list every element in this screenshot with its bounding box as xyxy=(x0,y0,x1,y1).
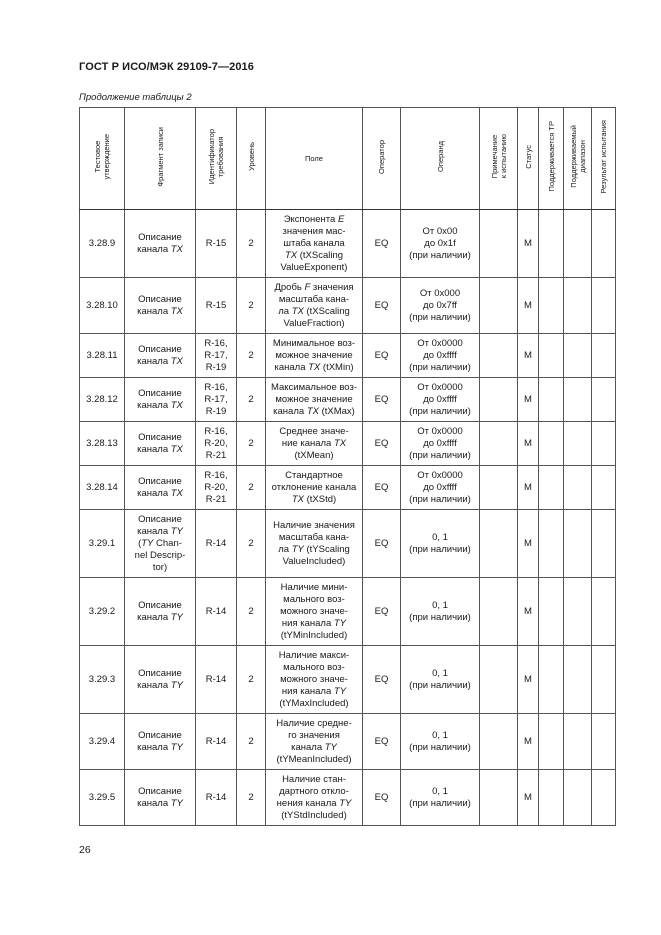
cell-text: M xyxy=(524,237,532,249)
cell-text: Наличие средне- го значения канала TY (tYMeanIncluded) xyxy=(276,717,352,765)
cell-operator xyxy=(363,210,401,278)
page-number: 26 xyxy=(79,844,91,856)
cell-field xyxy=(266,422,363,466)
cell-supported-tp xyxy=(539,422,564,466)
cell-text: M xyxy=(524,537,532,549)
column-header-label: Примечание к испытанию xyxy=(489,134,508,179)
cell-text: 2 xyxy=(248,437,254,449)
cell-status xyxy=(518,770,539,826)
cell-text: R-15 xyxy=(205,237,227,249)
cell-req-id xyxy=(196,646,237,714)
cell-status xyxy=(518,510,539,578)
cell-operator xyxy=(363,770,401,826)
cell-text: Описание канала TX xyxy=(137,387,183,411)
cell-text: 2 xyxy=(248,299,254,311)
cell-text: 0, 1 (при наличии) xyxy=(409,599,471,623)
column-header-req-id xyxy=(196,108,237,210)
cell-result xyxy=(592,578,616,646)
column-header-supported-tp xyxy=(539,108,564,210)
column-header-label: Поддерживаемый диапазон xyxy=(568,125,587,188)
cell-text: 3.28.11 xyxy=(86,349,118,361)
cell-result xyxy=(592,770,616,826)
cell-level xyxy=(237,770,266,826)
column-header-label: Оператор xyxy=(377,139,386,174)
cell-supported-tp xyxy=(539,714,564,770)
cell-text: Описание канала TY (TY Chan- nel Descrip- tor) xyxy=(134,513,186,573)
cell-text: R-14 xyxy=(205,673,227,685)
cell-text: M xyxy=(524,735,532,747)
cell-text: Максимальное воз- можное значение канала TX (tXMax) xyxy=(270,381,358,417)
cell-text: R-16, R-17, R-19 xyxy=(204,381,228,417)
cell-text: От 0x000 до 0x7ff (при наличии) xyxy=(409,287,471,323)
cell-field xyxy=(266,510,363,578)
cell-level xyxy=(237,210,266,278)
cell-text: 3.29.5 xyxy=(88,791,116,803)
cell-text: EQ xyxy=(374,349,389,361)
cell-operator xyxy=(363,714,401,770)
cell-text: 0, 1 (при наличии) xyxy=(409,785,471,809)
cell-stmt xyxy=(80,334,125,378)
cell-text: 2 xyxy=(248,605,254,617)
table-row xyxy=(80,578,616,646)
cell-req-id xyxy=(196,770,237,826)
cell-text: От 0x0000 до 0xffff (при наличии) xyxy=(409,425,471,461)
cell-text: Описание канала TX xyxy=(137,475,183,499)
cell-supported-range xyxy=(564,714,592,770)
cell-text: 2 xyxy=(248,735,254,747)
cell-status xyxy=(518,578,539,646)
cell-text: 2 xyxy=(248,349,254,361)
cell-req-id xyxy=(196,334,237,378)
table-row xyxy=(80,770,616,826)
column-header-label: Фрагмент записи xyxy=(155,126,165,187)
cell-supported-tp xyxy=(539,466,564,510)
cell-level xyxy=(237,278,266,334)
cell-fragment xyxy=(125,646,196,714)
cell-status xyxy=(518,714,539,770)
cell-text: R-16, R-17, R-19 xyxy=(204,337,228,373)
cell-supported-range xyxy=(564,578,592,646)
cell-field xyxy=(266,378,363,422)
cell-text: 0, 1 (при наличии) xyxy=(409,531,471,555)
cell-stmt xyxy=(80,646,125,714)
cell-text: Наличие значения масштаба кана- ла TY (tYScaling ValueIncluded) xyxy=(273,519,355,567)
cell-note xyxy=(480,422,518,466)
cell-fragment xyxy=(125,770,196,826)
column-header-label: Уровень xyxy=(246,142,256,171)
cell-result xyxy=(592,210,616,278)
cell-req-id xyxy=(196,422,237,466)
cell-req-id xyxy=(196,466,237,510)
cell-text: 2 xyxy=(248,393,254,405)
cell-text: R-14 xyxy=(205,791,227,803)
column-header-field xyxy=(266,108,363,210)
cell-operator xyxy=(363,378,401,422)
cell-operator xyxy=(363,334,401,378)
cell-supported-range xyxy=(564,510,592,578)
cell-note xyxy=(480,578,518,646)
cell-field xyxy=(266,466,363,510)
cell-fragment xyxy=(125,578,196,646)
cell-level xyxy=(237,378,266,422)
cell-text: EQ xyxy=(374,237,389,249)
document-title: ГОСТ Р ИСО/МЭК 29109-7—2016 xyxy=(79,61,254,73)
cell-stmt xyxy=(80,278,125,334)
cell-result xyxy=(592,334,616,378)
cell-operand xyxy=(401,422,480,466)
cell-text: 3.29.1 xyxy=(88,537,116,549)
cell-supported-tp xyxy=(539,278,564,334)
cell-note xyxy=(480,378,518,422)
cell-fragment xyxy=(125,510,196,578)
cell-status xyxy=(518,466,539,510)
cell-result xyxy=(592,466,616,510)
cell-text: 2 xyxy=(248,237,254,249)
cell-text: 3.28.9 xyxy=(88,237,116,249)
cell-text: Наличие макси- мального воз- можного значе- ния канала TY (tYMaxIncluded) xyxy=(278,649,350,709)
column-header-level xyxy=(237,108,266,210)
cell-text: 3.29.4 xyxy=(88,735,116,747)
column-header-label: Тестовое утверждение xyxy=(93,133,111,180)
cell-supported-tp xyxy=(539,378,564,422)
column-header-stmt xyxy=(80,108,125,210)
cell-operand xyxy=(401,210,480,278)
cell-text: От 0x0000 до 0xffff (при наличии) xyxy=(409,337,471,373)
cell-text: M xyxy=(524,605,532,617)
cell-text: Описание канала TY xyxy=(137,667,183,691)
cell-operand xyxy=(401,278,480,334)
cell-note xyxy=(480,646,518,714)
table-row xyxy=(80,378,616,422)
cell-supported-tp xyxy=(539,210,564,278)
cell-text: Стандартное отклонение канала TX (tXStd) xyxy=(271,469,357,505)
cell-operand xyxy=(401,466,480,510)
cell-stmt xyxy=(80,422,125,466)
cell-text: M xyxy=(524,349,532,361)
cell-stmt xyxy=(80,378,125,422)
cell-text: R-14 xyxy=(205,735,227,747)
column-header-label: Поддерживается ТР xyxy=(546,121,556,192)
cell-text: EQ xyxy=(374,735,389,747)
table-row xyxy=(80,278,616,334)
cell-supported-range xyxy=(564,334,592,378)
cell-result xyxy=(592,378,616,422)
cell-text: 2 xyxy=(248,791,254,803)
cell-status xyxy=(518,422,539,466)
cell-text: Среднее значе- ние канала TX (tXMean) xyxy=(279,425,349,461)
cell-supported-range xyxy=(564,210,592,278)
cell-operand xyxy=(401,714,480,770)
cell-req-id xyxy=(196,714,237,770)
cell-note xyxy=(480,278,518,334)
cell-fragment xyxy=(125,378,196,422)
cell-note xyxy=(480,714,518,770)
cell-req-id xyxy=(196,510,237,578)
cell-text: EQ xyxy=(374,605,389,617)
table-row xyxy=(80,714,616,770)
column-header-status xyxy=(518,108,539,210)
cell-operator xyxy=(363,422,401,466)
cell-supported-range xyxy=(564,646,592,714)
column-header-label: Поле xyxy=(305,153,323,163)
cell-text: От 0x00 до 0x1f (при наличии) xyxy=(409,225,471,261)
column-header-operator xyxy=(363,108,401,210)
cell-level xyxy=(237,466,266,510)
cell-text: M xyxy=(524,673,532,685)
table-header-row xyxy=(80,108,616,210)
cell-result xyxy=(592,278,616,334)
cell-text: EQ xyxy=(374,299,389,311)
cell-text: Минимальное воз- можное значение канала TX (tXMin) xyxy=(272,337,356,373)
conformance-table xyxy=(79,107,616,826)
cell-status xyxy=(518,646,539,714)
cell-text: EQ xyxy=(374,537,389,549)
cell-text: 2 xyxy=(248,673,254,685)
cell-text: R-16, R-20, R-21 xyxy=(204,469,228,505)
table-row xyxy=(80,334,616,378)
cell-level xyxy=(237,334,266,378)
cell-text: M xyxy=(524,437,532,449)
cell-field xyxy=(266,646,363,714)
column-header-label: Статус xyxy=(523,144,533,169)
cell-fragment xyxy=(125,422,196,466)
cell-text: 0, 1 (при наличии) xyxy=(409,729,471,753)
cell-stmt xyxy=(80,578,125,646)
cell-level xyxy=(237,578,266,646)
cell-text: 2 xyxy=(248,537,254,549)
cell-status xyxy=(518,210,539,278)
cell-text: R-16, R-20, R-21 xyxy=(204,425,228,461)
cell-field xyxy=(266,210,363,278)
cell-stmt xyxy=(80,466,125,510)
cell-note xyxy=(480,770,518,826)
cell-text: Описание канала TY xyxy=(137,785,183,809)
cell-supported-range xyxy=(564,422,592,466)
cell-text: 3.28.14 xyxy=(86,481,118,493)
cell-stmt xyxy=(80,510,125,578)
cell-text: Описание канала TY xyxy=(137,729,183,753)
cell-operand xyxy=(401,334,480,378)
cell-text: 3.28.10 xyxy=(86,299,118,311)
cell-text: 3.28.13 xyxy=(86,437,118,449)
cell-fragment xyxy=(125,334,196,378)
table-row xyxy=(80,646,616,714)
table-caption: Продолжение таблицы 2 xyxy=(79,92,192,103)
cell-text: Экспонента E значения мас- штаба канала TX (tXScaling ValueExponent) xyxy=(280,213,348,273)
column-header-fragment xyxy=(125,108,196,210)
cell-operand xyxy=(401,510,480,578)
cell-text: Наличие мини- мального воз- можного значе- ния канала TY (tYMinIncluded) xyxy=(280,581,348,641)
cell-text: От 0x0000 до 0xffff (при наличии) xyxy=(409,469,471,505)
cell-text: EQ xyxy=(374,673,389,685)
cell-operator xyxy=(363,466,401,510)
cell-supported-range xyxy=(564,770,592,826)
cell-text: Описание канала TX xyxy=(137,231,183,255)
column-header-label: Операнд xyxy=(435,141,445,172)
cell-text: EQ xyxy=(374,791,389,803)
cell-note xyxy=(480,510,518,578)
column-header-result xyxy=(592,108,616,210)
table-row xyxy=(80,422,616,466)
cell-text: M xyxy=(524,791,532,803)
cell-stmt xyxy=(80,770,125,826)
cell-field xyxy=(266,578,363,646)
cell-text: Дробь F значения масштаба кана- ла TX (tXScaling ValueFraction) xyxy=(274,281,354,329)
cell-result xyxy=(592,510,616,578)
cell-result xyxy=(592,646,616,714)
cell-fragment xyxy=(125,278,196,334)
cell-text: Описание канала TY xyxy=(137,599,183,623)
cell-result xyxy=(592,422,616,466)
column-header-label: Идентификатор требования xyxy=(207,128,225,185)
cell-supported-range xyxy=(564,278,592,334)
cell-req-id xyxy=(196,378,237,422)
cell-operator xyxy=(363,578,401,646)
cell-operator xyxy=(363,278,401,334)
cell-text: 0, 1 (при наличии) xyxy=(409,667,471,691)
cell-text: M xyxy=(524,481,532,493)
cell-level xyxy=(237,646,266,714)
cell-supported-tp xyxy=(539,770,564,826)
cell-level xyxy=(237,714,266,770)
cell-text: Наличие стан- дартного откло- нения канала TY (tYStdIncluded) xyxy=(276,773,352,821)
cell-text: EQ xyxy=(374,393,389,405)
cell-text: От 0x0000 до 0xffff (при наличии) xyxy=(409,381,471,417)
cell-text: EQ xyxy=(374,481,389,493)
cell-text: M xyxy=(524,299,532,311)
cell-note xyxy=(480,466,518,510)
cell-text: 3.29.3 xyxy=(88,673,116,685)
cell-status xyxy=(518,278,539,334)
cell-text: 3.29.2 xyxy=(88,605,116,617)
cell-operand xyxy=(401,646,480,714)
cell-operator xyxy=(363,646,401,714)
cell-operator xyxy=(363,510,401,578)
cell-result xyxy=(592,714,616,770)
cell-supported-tp xyxy=(539,334,564,378)
cell-req-id xyxy=(196,210,237,278)
cell-supported-tp xyxy=(539,646,564,714)
column-header-note xyxy=(480,108,518,210)
cell-fragment xyxy=(125,466,196,510)
cell-text: R-14 xyxy=(205,537,227,549)
cell-status xyxy=(518,378,539,422)
column-header-label: Результат испытания xyxy=(599,119,608,194)
cell-req-id xyxy=(196,278,237,334)
cell-text: Описание канала TX xyxy=(137,343,183,367)
cell-req-id xyxy=(196,578,237,646)
cell-text: EQ xyxy=(374,437,389,449)
table-row xyxy=(80,510,616,578)
cell-level xyxy=(237,422,266,466)
cell-note xyxy=(480,210,518,278)
cell-stmt xyxy=(80,210,125,278)
cell-text: Описание канала TX xyxy=(137,431,183,455)
cell-fragment xyxy=(125,210,196,278)
cell-field xyxy=(266,714,363,770)
cell-stmt xyxy=(80,714,125,770)
column-header-supported-range xyxy=(564,108,592,210)
cell-supported-tp xyxy=(539,510,564,578)
cell-note xyxy=(480,334,518,378)
cell-supported-tp xyxy=(539,578,564,646)
cell-field xyxy=(266,334,363,378)
cell-operand xyxy=(401,578,480,646)
cell-level xyxy=(237,510,266,578)
cell-text: R-15 xyxy=(205,299,227,311)
table-row xyxy=(80,466,616,510)
cell-field xyxy=(266,770,363,826)
cell-operand xyxy=(401,378,480,422)
cell-fragment xyxy=(125,714,196,770)
column-header-operand xyxy=(401,108,480,210)
cell-field xyxy=(266,278,363,334)
table-row xyxy=(80,210,616,278)
cell-text: R-14 xyxy=(205,605,227,617)
cell-text: Описание канала TX xyxy=(137,293,183,317)
cell-supported-range xyxy=(564,466,592,510)
cell-text: M xyxy=(524,393,532,405)
cell-text: 3.28.12 xyxy=(86,393,118,405)
cell-operand xyxy=(401,770,480,826)
cell-status xyxy=(518,334,539,378)
cell-supported-range xyxy=(564,378,592,422)
cell-text: 2 xyxy=(248,481,254,493)
table-body xyxy=(80,210,616,826)
